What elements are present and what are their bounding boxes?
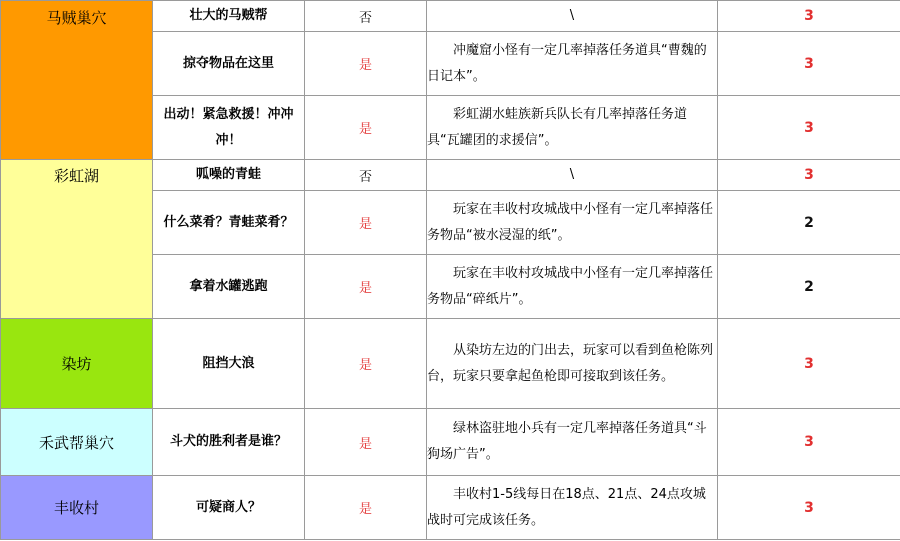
- region-cell: [1, 319, 153, 409]
- desc-cell: [427, 96, 718, 160]
- level-cell: [718, 32, 900, 96]
- quest-name: 斗犬的胜利者是谁？: [169, 434, 287, 449]
- desc-cell: [427, 191, 718, 255]
- desc-text: 从染坊左边的门出去，玩家可以看到鱼枪陈列台，玩家只要拿起鱼枪即可接取到该任务。: [427, 342, 714, 384]
- quest-name-cell: [153, 1, 305, 32]
- quest-name: 拿着水罐逃跑: [189, 278, 268, 294]
- level-cell: [718, 191, 900, 255]
- quest-name: 可疑商人？: [195, 499, 261, 515]
- quest-name-cell: [153, 160, 305, 191]
- quest-table-body: [1, 1, 900, 540]
- level-value: 2: [804, 214, 814, 231]
- level-value: 3: [804, 119, 814, 136]
- quest-name: 壮大的马贼帮: [189, 8, 268, 23]
- drop-flag: 是: [358, 217, 372, 232]
- region-cell: [1, 476, 153, 540]
- drop-flag: 是: [358, 502, 372, 517]
- quest-name-cell: [153, 409, 305, 476]
- level-cell: [718, 319, 900, 409]
- level-cell: [718, 476, 900, 540]
- desc-text: 彩虹湖水蛙族新兵队长有几率掉落任务道具“瓦罐团的求援信”。: [427, 106, 688, 148]
- quest-name: 阻挡大浪: [202, 355, 255, 371]
- desc-text: \: [569, 167, 575, 182]
- quest-name-cell: [153, 476, 305, 540]
- drop-cell: [305, 160, 427, 191]
- quest-name: 掠夺物品在这里: [182, 55, 274, 71]
- desc-cell: [427, 476, 718, 540]
- region-label: 染坊: [61, 355, 92, 373]
- quest-name-cell: [153, 32, 305, 96]
- level-value: 3: [804, 55, 814, 72]
- region-label: 马贼巢穴: [46, 9, 107, 27]
- desc-text: 绿林盗驻地小兵有一定几率掉落任务道具“斗狗场广告”。: [427, 421, 707, 462]
- region-label: 禾武帮巢穴: [38, 433, 114, 452]
- level-value: 3: [804, 167, 814, 183]
- region-cell: [1, 409, 153, 476]
- region-cell: [1, 160, 153, 319]
- drop-cell: [305, 96, 427, 160]
- drop-flag: 是: [358, 281, 372, 296]
- region-label: 丰收村: [53, 499, 99, 517]
- level-value: 3: [804, 8, 814, 24]
- region-cell: [1, 1, 153, 160]
- desc-text: 丰收村1-5线每日在18点、21点、24点攻城战时可完成该任务。: [427, 486, 706, 528]
- table-row: [1, 476, 900, 540]
- desc-text: 玩家在丰收村攻城战中小怪有一定几率掉落任务物品“被水浸湿的纸”。: [427, 201, 714, 243]
- level-cell: [718, 409, 900, 476]
- level-value: 2: [804, 278, 814, 295]
- table-row: [1, 409, 900, 476]
- quest-name: 什么菜肴？青蛙菜肴？: [163, 214, 294, 230]
- desc-cell: [427, 32, 718, 96]
- quest-name-cell: [153, 319, 305, 409]
- desc-cell: [427, 160, 718, 191]
- level-cell: [718, 96, 900, 160]
- desc-cell: [427, 255, 718, 319]
- level-cell: [718, 255, 900, 319]
- quest-name-cell: [153, 96, 305, 160]
- drop-cell: [305, 255, 427, 319]
- drop-cell: [305, 319, 427, 409]
- drop-cell: [305, 191, 427, 255]
- drop-flag: 否: [358, 10, 372, 26]
- level-cell: [718, 160, 900, 191]
- table-row: [1, 1, 900, 32]
- level-value: 3: [804, 434, 814, 450]
- drop-flag: 是: [358, 122, 372, 137]
- desc-cell: [427, 409, 718, 476]
- table-row: [1, 319, 900, 409]
- desc-text: 冲魔窟小怪有一定几率掉落任务道具“曹魏的日记本”。: [427, 42, 707, 84]
- desc-cell: [427, 1, 718, 32]
- drop-flag: 是: [358, 358, 372, 373]
- drop-flag: 否: [358, 169, 372, 185]
- drop-cell: [305, 409, 427, 476]
- drop-cell: [305, 1, 427, 32]
- table-row: [1, 160, 900, 191]
- desc-cell: [427, 319, 718, 409]
- quest-name-cell: [153, 255, 305, 319]
- region-label: 彩虹湖: [53, 167, 99, 185]
- quest-name: 呱噪的青蛙: [195, 167, 261, 182]
- quest-name-cell: [153, 191, 305, 255]
- desc-text: \: [569, 8, 575, 23]
- level-value: 3: [804, 499, 814, 516]
- level-cell: [718, 1, 900, 32]
- level-value: 3: [804, 355, 814, 372]
- drop-cell: [305, 476, 427, 540]
- desc-text: 玩家在丰收村攻城战中小怪有一定几率掉落任务物品“碎纸片”。: [427, 265, 714, 307]
- quest-name: 出动！紧急救援！冲冲冲！: [163, 106, 294, 148]
- drop-flag: 是: [358, 58, 372, 73]
- drop-flag: 是: [358, 436, 372, 452]
- drop-cell: [305, 32, 427, 96]
